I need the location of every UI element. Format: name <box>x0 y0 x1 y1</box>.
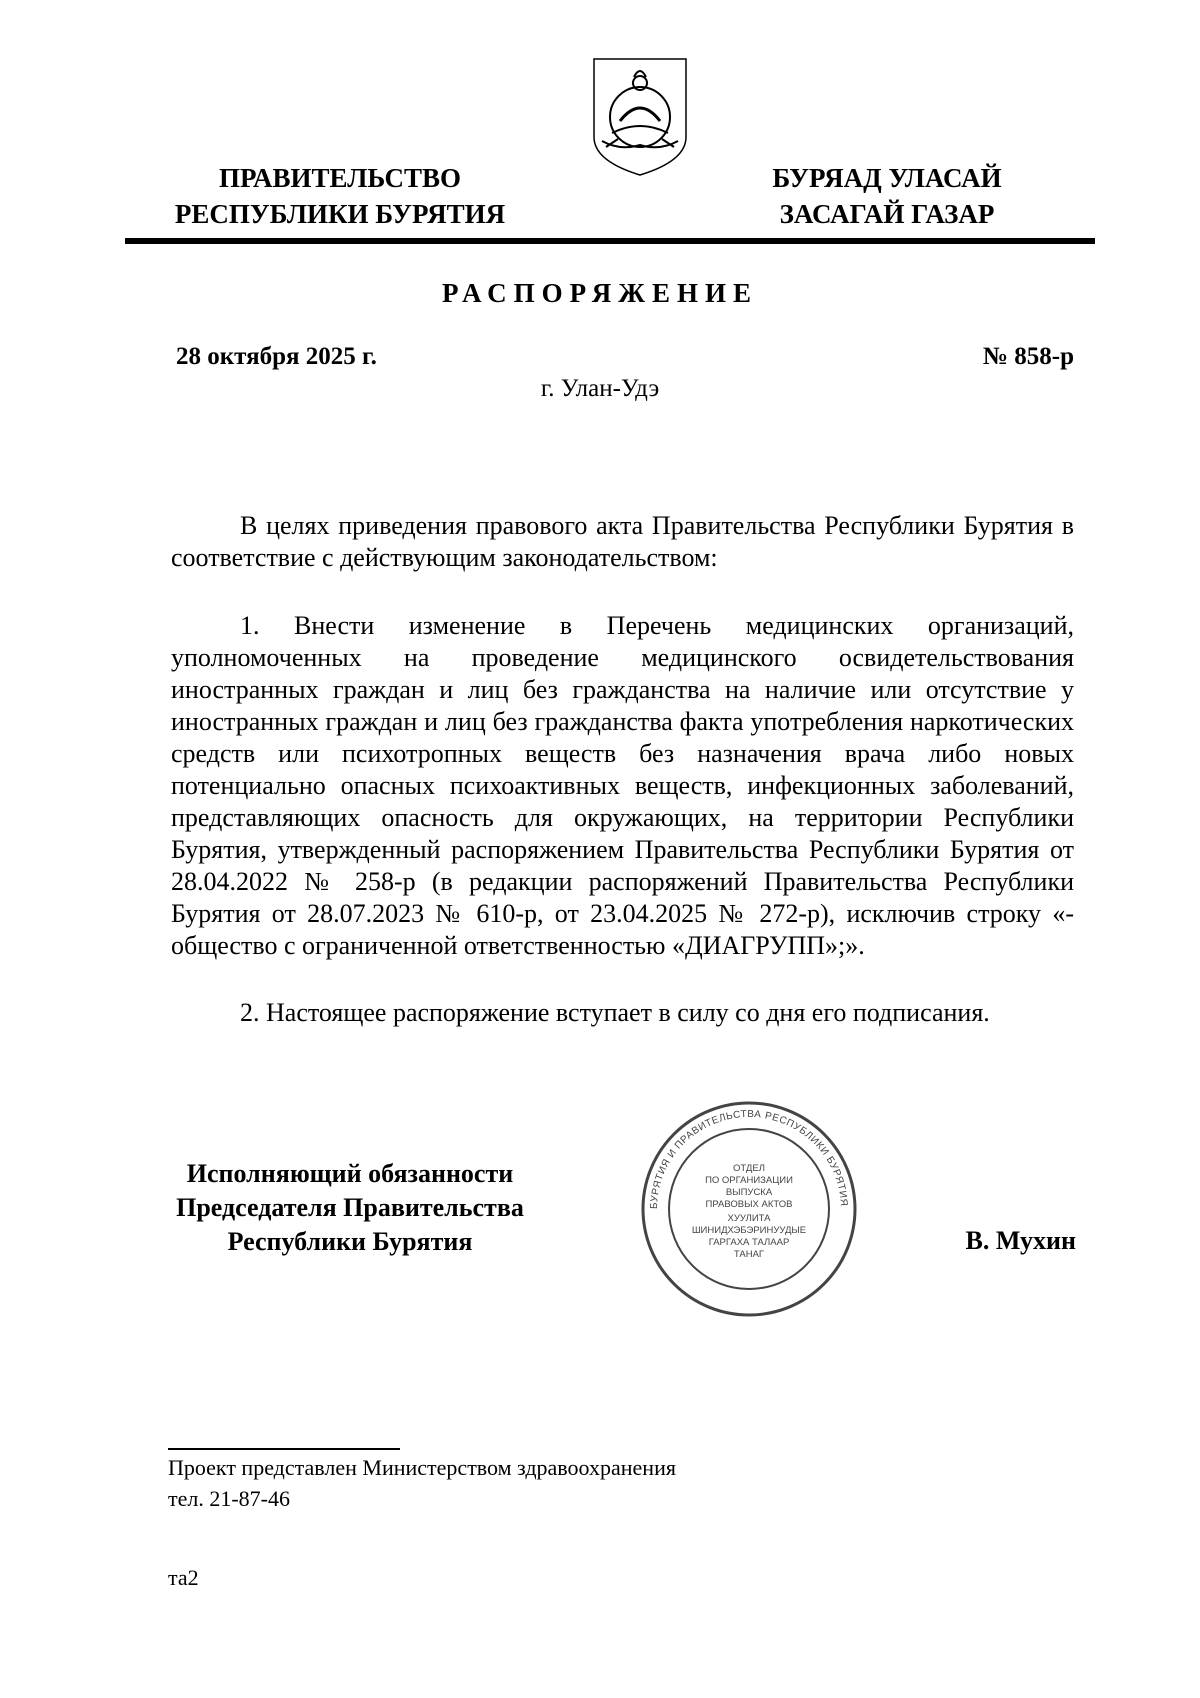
header-left-line1: ПРАВИТЕЛЬСТВО <box>218 163 462 193</box>
footnote-line1: Проект представлен Министерством здравоохранения <box>168 1455 676 1480</box>
header-right-line1: БУРЯАД УЛАСАЙ <box>772 163 1002 193</box>
signatory-name: В. Мухин <box>965 1226 1076 1255</box>
footnote-rule <box>168 1448 400 1450</box>
seal-line: ОТДЕЛ <box>733 1163 765 1174</box>
intro-paragraph: В целях приведения правового акта Правительства Республики Бурятия в соответствие с действующим законодательством: <box>171 511 1074 572</box>
government-name-buryat <box>722 160 1052 232</box>
signatory-title-line3: Республики Бурятия <box>227 1227 473 1256</box>
signatory-title-line1: Исполняющий обязанности <box>186 1159 514 1188</box>
coat-of-arms-icon <box>590 55 690 177</box>
document-type: РАСПОРЯЖЕНИЕ <box>441 278 759 308</box>
official-seal-icon <box>638 1098 860 1320</box>
seal-line: ТАНАГ <box>733 1249 765 1260</box>
signatory-title-line2: Председателя Правительства <box>176 1193 524 1222</box>
document-mark: та2 <box>168 1565 199 1590</box>
government-name-russian <box>160 160 520 232</box>
seal-line: ПРАВОВЫХ АКТОВ <box>705 1199 793 1210</box>
seal-line: ХУУЛИТА <box>727 1213 771 1224</box>
seal-line: ПО ОРГАНИЗАЦИИ <box>705 1175 793 1186</box>
header-left-line2: РЕСПУБЛИКИ БУРЯТИЯ <box>174 199 506 229</box>
item-2-paragraph: 2. Настоящее распоряжение вступает в силу со дня его подписания. <box>240 998 990 1027</box>
document-city: г. Улан-Удэ <box>540 375 660 402</box>
header-rule <box>125 238 1095 244</box>
seal-line: ВЫПУСКА <box>725 1187 773 1198</box>
footnote-line2: тел. 21-87-46 <box>168 1486 291 1511</box>
seal-line: ШИНИДХЭБЭРИНУУДЫЕ <box>691 1225 807 1236</box>
header-right-line2: ЗАСАГАЙ ГАЗАР <box>779 199 995 229</box>
document-date: 28 октября 2025 г. <box>176 343 377 370</box>
document-number: № 858-р <box>982 343 1074 370</box>
seal-line: ГАРГАХА ТАЛААР <box>708 1237 790 1248</box>
seal-outer-text: БУРЯТИЯ И ПРАВИТЕЛЬСТВА РЕСПУБЛИКИ БУРЯТИЯ <box>648 1108 850 1210</box>
item-1-paragraph: 1. Внести изменение в Перечень медицинских организаций, уполномоченных на проведение медицинского освидетельствования иностранных граждан и лиц без гражданства на наличие или отсутствие у иностранных граждан и лиц без гражданства факта употребления наркотических средств или психотропных веществ без назначения врача либо новых потенциально опасных психоактивных веществ, инфекционных заболеваний, представляющих опасность для окружающих, на территории Республики Бурятия, утвержденный распоряжением Правительства Республики Бурятия от 28.04.2022 № 258-р (в редакции распоряжений Правительства Республики Бурятия от 28.07.2023 № 610-р, от 23.04.2025 № 272-р), исключив строку «- общество с ограниченной ответственностью «ДИАГРУПП»;». <box>171 611 1074 960</box>
signatory-title <box>150 1157 550 1259</box>
